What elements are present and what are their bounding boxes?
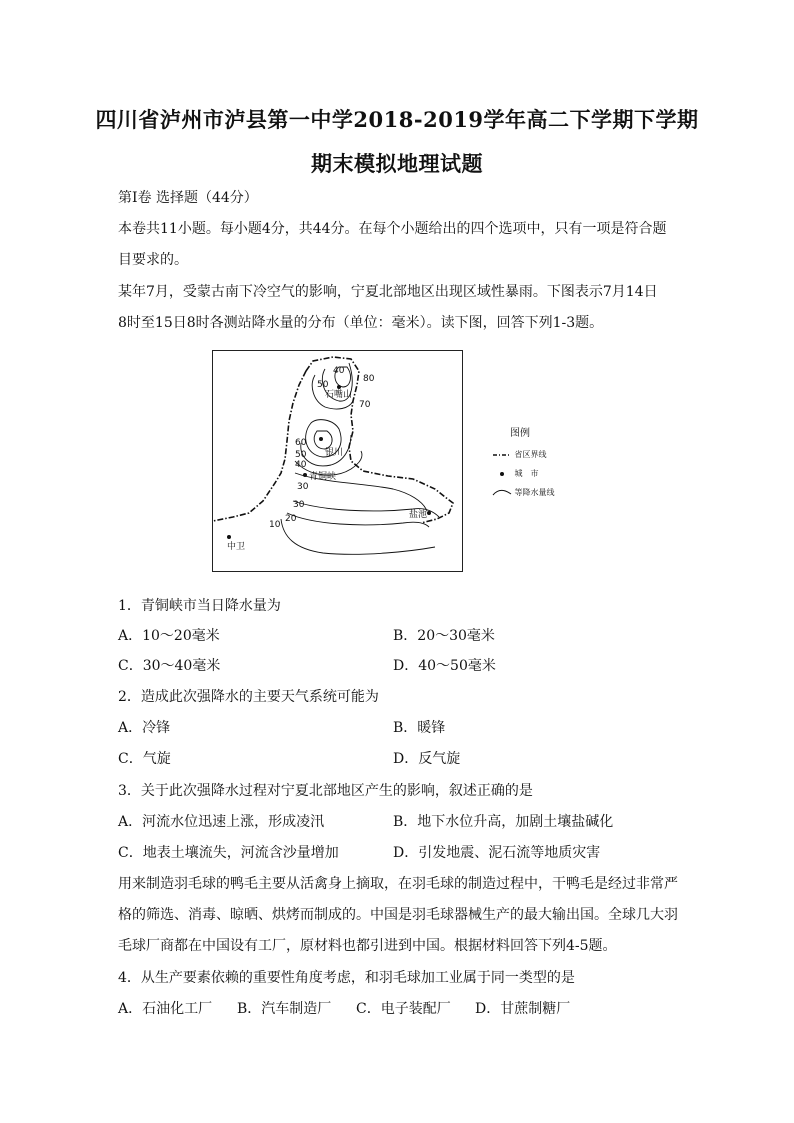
- legend-boundary-label: 省区界线: [514, 450, 547, 459]
- question-2-stem: 2．造成此次强降水的主要天气系统可能为: [118, 689, 379, 705]
- boundary-symbol-icon: [492, 451, 512, 459]
- city-label-yinchuan: 银川: [325, 448, 344, 458]
- question-2-option-b: B．暖锋: [393, 720, 446, 736]
- question-1-option-a: A．10～20毫米: [118, 628, 220, 644]
- instructions-line-1: 本卷共11小题。每小题4分，共44分。在每个小题给出的四个选项中，只有一项是符合题: [118, 221, 667, 237]
- material1-line-1: 某年7月，受蒙古南下冷空气的影响，宁夏北部地区出现区域性暴雨。下图表示7月14日: [118, 284, 658, 300]
- legend-city: [492, 468, 539, 479]
- question-3-option-a: A．河流水位迅速上涨，形成凌汛: [118, 814, 325, 830]
- city-dot-icon: [492, 470, 512, 478]
- contour-label: 40: [295, 460, 307, 470]
- question-3-option-d: D．引发地震、泥石流等地质灾害: [393, 845, 601, 861]
- city-dot-yinchuan: [319, 437, 323, 441]
- city-dot-shizuishan: [337, 385, 341, 389]
- material2-line-2: 格的筛选、消毒、晾晒、烘烤而制成的。中国是羽毛球器械生产的最大输出国。全球几大羽: [118, 907, 678, 923]
- contour-label: 40: [333, 366, 345, 376]
- question-2-option-d: D．反气旋: [393, 751, 461, 767]
- material2-line-1: 用来制造羽毛球的鸭毛主要从活禽身上摘取，在羽毛球的制造过程中，干鸭毛是经过非常严: [118, 876, 678, 892]
- material2-line-3: 毛球厂商都在中国设有工厂，原材料也都引进到中国。根据材料回答下列4-5题。: [118, 938, 617, 954]
- province-boundary: [213, 357, 453, 523]
- question-2-option-c: C．气旋: [118, 751, 171, 767]
- question-3-option-b: B．地下水位升高，加剧土壤盐碱化: [393, 814, 614, 830]
- question-1-option-c: C．30～40毫米: [118, 658, 221, 674]
- city-label-yanchi: 盐池: [409, 510, 428, 520]
- question-4-option-b: B．汽车制造厂: [237, 1001, 332, 1017]
- city-dot-yanchi: [427, 511, 431, 515]
- contour-label: 50: [295, 450, 307, 460]
- legend-boundary: [492, 449, 547, 460]
- question-4-option-c: C．电子装配厂: [356, 1001, 451, 1017]
- legend-isohyet: [492, 487, 555, 498]
- question-4-stem: 4．从生产要素依赖的重要性角度考虑，和羽毛球加工业属于同一类型的是: [118, 970, 575, 986]
- legend-title: 图例: [510, 428, 530, 439]
- contour-label: 50: [317, 380, 329, 390]
- question-1-option-d: D．40～50毫米: [393, 658, 496, 674]
- contour-label: 20: [285, 514, 297, 524]
- question-3-option-c: C．地表土壤流失，河流含沙量增加: [118, 845, 339, 861]
- section-header: 第Ⅰ卷 选择题（44分）: [118, 190, 258, 206]
- city-label-qingtongxia: 青铜峡: [309, 472, 337, 482]
- exam-title-line2: 期末模拟地理试题: [311, 151, 483, 176]
- question-4-option-a: A．石油化工厂: [118, 1001, 213, 1017]
- contour-label: 10: [269, 520, 281, 530]
- city-label-zhongwei: 中卫: [227, 542, 246, 552]
- legend-isohyet-label: 等降水量线: [514, 488, 555, 497]
- city-dot-zhongwei: [227, 535, 231, 539]
- question-4-option-d: D．甘蔗制糖厂: [475, 1001, 571, 1017]
- question-3-stem: 3．关于此次强降水过程对宁夏北部地区产生的影响，叙述正确的是: [118, 783, 533, 799]
- contour-label: 30: [297, 482, 309, 492]
- exam-title-line1: 四川省泸州市泸县第一中学2018-2019学年高二下学期下学期: [95, 107, 699, 132]
- isohyet-10: [281, 519, 435, 554]
- map-drawing: [213, 351, 462, 571]
- isohyet-20: [287, 513, 429, 527]
- isohyet-60-inner: [314, 431, 332, 449]
- contour-label: 60: [295, 438, 307, 448]
- question-1-stem: 1．青铜峡市当日降水量为: [118, 598, 281, 614]
- question-1-option-b: B．20～30毫米: [393, 628, 495, 644]
- legend-city-label: 城 市: [514, 469, 539, 478]
- contour-label: 80: [363, 374, 375, 384]
- city-dot-qingtongxia: [303, 473, 307, 477]
- question-2-option-a: A．冷锋: [118, 720, 171, 736]
- contour-label: 30: [293, 500, 305, 510]
- isohyet-symbol-icon: [492, 489, 512, 497]
- contour-label: 70: [359, 400, 371, 410]
- precipitation-map: [212, 350, 463, 572]
- city-label-shizuishan: 石嘴山: [325, 390, 353, 400]
- material1-line-2: 8时至15日8时各测站降水量的分布（单位：毫米）。读下图，回答下列1-3题。: [118, 315, 604, 331]
- instructions-line-2: 目要求的。: [118, 252, 188, 268]
